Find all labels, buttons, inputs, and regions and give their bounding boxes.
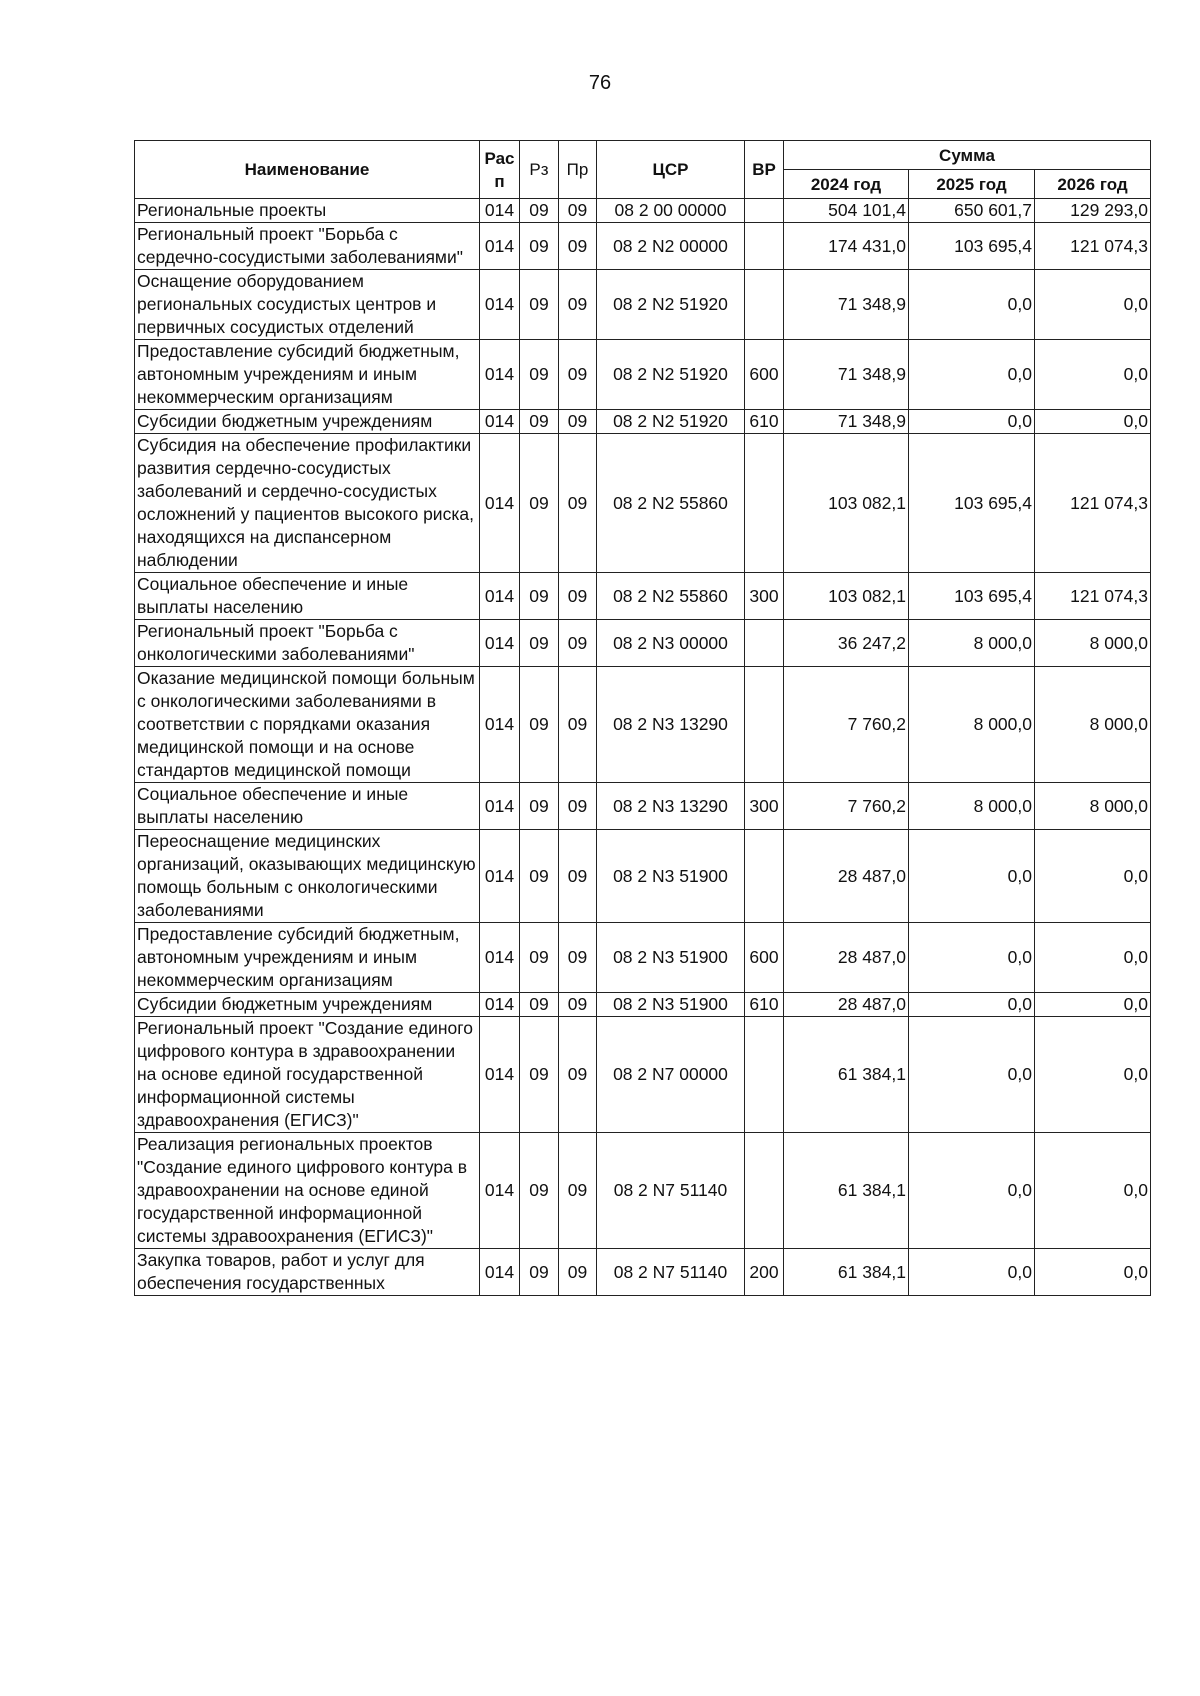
cell-vr: 600 [745,923,784,993]
cell-pr: 09 [559,434,597,573]
cell-rasp: 014 [480,434,520,573]
cell-pr: 09 [559,223,597,270]
cell-2025: 103 695,4 [909,434,1035,573]
cell-csr: 08 2 N2 51920 [597,270,745,340]
cell-2024: 103 082,1 [784,573,909,620]
cell-csr: 08 2 N3 51900 [597,830,745,923]
cell-2026: 0,0 [1035,1133,1151,1249]
cell-rz: 09 [520,667,559,783]
cell-rasp: 014 [480,1249,520,1296]
cell-name: Региональные проекты [135,199,480,223]
cell-rasp: 014 [480,199,520,223]
cell-vr [745,830,784,923]
table-row [135,620,1151,667]
cell-csr: 08 2 N7 51140 [597,1249,745,1296]
cell-2025: 0,0 [909,270,1035,340]
cell-vr [745,667,784,783]
cell-rasp: 014 [480,223,520,270]
cell-2024: 28 487,0 [784,830,909,923]
cell-vr: 610 [745,993,784,1017]
cell-2026: 121 074,3 [1035,223,1151,270]
cell-rz: 09 [520,830,559,923]
cell-2024: 71 348,9 [784,270,909,340]
cell-2024: 61 384,1 [784,1249,909,1296]
cell-2024: 7 760,2 [784,667,909,783]
cell-csr: 08 2 N3 51900 [597,993,745,1017]
cell-pr: 09 [559,199,597,223]
table-row [135,573,1151,620]
cell-rasp: 014 [480,1133,520,1249]
table-row [135,434,1151,573]
cell-csr: 08 2 00 00000 [597,199,745,223]
cell-csr: 08 2 N3 13290 [597,667,745,783]
cell-name: Закупка товаров, работ и услуг для обеспечения государственных [135,1249,480,1296]
cell-vr [745,1133,784,1249]
cell-2025: 0,0 [909,1133,1035,1249]
cell-name: Оснащение оборудованием региональных сосудистых центров и первичных сосудистых отделений [135,270,480,340]
cell-rasp: 014 [480,783,520,830]
cell-name: Региональный проект "Борьба с онкологическими заболеваниями" [135,620,480,667]
cell-rz: 09 [520,783,559,830]
col-header-pr: Пр [559,141,597,199]
cell-name: Региональный проект "Создание единого цифрового контура в здравоохранении на основе единой государственной информационной системы здравоохранения (ЕГИСЗ)" [135,1017,480,1133]
col-header-sum: Сумма [784,141,1151,170]
cell-2024: 174 431,0 [784,223,909,270]
table-body [135,199,1151,1296]
cell-2024: 103 082,1 [784,434,909,573]
cell-csr: 08 2 N2 55860 [597,434,745,573]
col-header-vr: ВР [745,141,784,199]
cell-vr: 610 [745,410,784,434]
cell-csr: 08 2 N3 13290 [597,783,745,830]
cell-rz: 09 [520,1017,559,1133]
cell-vr [745,434,784,573]
cell-2025: 0,0 [909,410,1035,434]
cell-pr: 09 [559,340,597,410]
cell-rasp: 014 [480,993,520,1017]
budget-table [134,140,1151,1296]
cell-pr: 09 [559,573,597,620]
table-row [135,667,1151,783]
table-row [135,199,1151,223]
cell-vr [745,223,784,270]
cell-rasp: 014 [480,667,520,783]
cell-name: Предоставление субсидий бюджетным, автономным учреждениям и иным некоммерческим организациям [135,923,480,993]
col-header-name: Наименование [135,141,480,199]
cell-vr: 300 [745,573,784,620]
table-row [135,340,1151,410]
cell-pr: 09 [559,620,597,667]
cell-2024: 61 384,1 [784,1133,909,1249]
table-header [135,141,1151,199]
cell-2025: 8 000,0 [909,783,1035,830]
table-row [135,1133,1151,1249]
col-header-rasp: Рас п [480,141,520,199]
cell-2026: 0,0 [1035,1017,1151,1133]
cell-csr: 08 2 N2 55860 [597,573,745,620]
cell-2025: 103 695,4 [909,573,1035,620]
cell-rasp: 014 [480,923,520,993]
page-number: 76 [588,72,612,94]
cell-rasp: 014 [480,270,520,340]
cell-rasp: 014 [480,573,520,620]
cell-rz: 09 [520,573,559,620]
cell-csr: 08 2 N3 51900 [597,923,745,993]
cell-2025: 8 000,0 [909,667,1035,783]
cell-2024: 7 760,2 [784,783,909,830]
cell-vr [745,620,784,667]
cell-name: Оказание медицинской помощи больным с онкологическими заболеваниями в соответствии с порядками оказания медицинской помощи и на основе стандартов медицинской помощи [135,667,480,783]
col-header-2026: 2026 год [1035,170,1151,199]
cell-rz: 09 [520,923,559,993]
cell-rasp: 014 [480,410,520,434]
cell-csr: 08 2 N2 00000 [597,223,745,270]
cell-2025: 0,0 [909,923,1035,993]
col-header-csr: ЦСР [597,141,745,199]
cell-2026: 0,0 [1035,830,1151,923]
cell-name: Субсидии бюджетным учреждениям [135,993,480,1017]
table-row [135,270,1151,340]
table-row [135,1017,1151,1133]
table-row [135,993,1151,1017]
cell-2025: 650 601,7 [909,199,1035,223]
cell-2024: 61 384,1 [784,1017,909,1133]
cell-2026: 0,0 [1035,923,1151,993]
cell-2025: 8 000,0 [909,620,1035,667]
cell-2025: 0,0 [909,830,1035,923]
cell-rasp: 014 [480,340,520,410]
cell-pr: 09 [559,830,597,923]
cell-rz: 09 [520,993,559,1017]
cell-pr: 09 [559,270,597,340]
cell-2024: 504 101,4 [784,199,909,223]
cell-name: Переоснащение медицинских организаций, оказывающих медицинскую помощь больным с онкологическими заболеваниями [135,830,480,923]
cell-rz: 09 [520,1133,559,1249]
cell-2026: 0,0 [1035,993,1151,1017]
cell-2026: 0,0 [1035,340,1151,410]
cell-vr: 300 [745,783,784,830]
table-row [135,783,1151,830]
cell-2025: 0,0 [909,340,1035,410]
cell-pr: 09 [559,783,597,830]
table-row [135,1249,1151,1296]
cell-2026: 0,0 [1035,410,1151,434]
cell-2025: 103 695,4 [909,223,1035,270]
cell-name: Региональный проект "Борьба с сердечно-сосудистыми заболеваниями" [135,223,480,270]
cell-name: Реализация региональных проектов "Создание единого цифрового контура в здравоохранении на основе единой государственной информационной системы здравоохранения (ЕГИСЗ)" [135,1133,480,1249]
cell-2026: 129 293,0 [1035,199,1151,223]
cell-vr [745,199,784,223]
cell-2024: 28 487,0 [784,923,909,993]
cell-2024: 36 247,2 [784,620,909,667]
cell-pr: 09 [559,923,597,993]
cell-rz: 09 [520,410,559,434]
cell-pr: 09 [559,1017,597,1133]
cell-2026: 8 000,0 [1035,783,1151,830]
cell-name: Субсидия на обеспечение профилактики развития сердечно-сосудистых заболеваний и сердечно-сосудистых осложнений у пациентов высокого риска, находящихся на диспансерном наблюдении [135,434,480,573]
cell-2025: 0,0 [909,1249,1035,1296]
cell-csr: 08 2 N2 51920 [597,340,745,410]
cell-2025: 0,0 [909,1017,1035,1133]
cell-pr: 09 [559,1133,597,1249]
cell-csr: 08 2 N7 00000 [597,1017,745,1133]
cell-pr: 09 [559,667,597,783]
cell-2024: 28 487,0 [784,993,909,1017]
table-row [135,923,1151,993]
cell-2026: 121 074,3 [1035,573,1151,620]
cell-vr [745,270,784,340]
cell-2026: 0,0 [1035,1249,1151,1296]
cell-2026: 8 000,0 [1035,667,1151,783]
cell-2024: 71 348,9 [784,340,909,410]
cell-csr: 08 2 N7 51140 [597,1133,745,1249]
cell-rz: 09 [520,434,559,573]
cell-csr: 08 2 N3 00000 [597,620,745,667]
cell-rasp: 014 [480,620,520,667]
cell-rz: 09 [520,199,559,223]
table-row [135,223,1151,270]
cell-name: Социальное обеспечение и иные выплаты населению [135,783,480,830]
table-row [135,410,1151,434]
cell-pr: 09 [559,993,597,1017]
cell-2025: 0,0 [909,993,1035,1017]
cell-rasp: 014 [480,830,520,923]
cell-2026: 121 074,3 [1035,434,1151,573]
cell-2026: 8 000,0 [1035,620,1151,667]
cell-2024: 71 348,9 [784,410,909,434]
col-header-rz: Рз [520,141,559,199]
cell-rz: 09 [520,340,559,410]
cell-rz: 09 [520,270,559,340]
cell-name: Субсидии бюджетным учреждениям [135,410,480,434]
cell-rasp: 014 [480,1017,520,1133]
cell-rz: 09 [520,620,559,667]
col-header-2025: 2025 год [909,170,1035,199]
cell-rz: 09 [520,1249,559,1296]
cell-vr [745,1017,784,1133]
cell-name: Социальное обеспечение и иные выплаты населению [135,573,480,620]
cell-pr: 09 [559,1249,597,1296]
col-header-2024: 2024 год [784,170,909,199]
cell-name: Предоставление субсидий бюджетным, автономным учреждениям и иным некоммерческим организациям [135,340,480,410]
cell-rz: 09 [520,223,559,270]
cell-pr: 09 [559,410,597,434]
cell-csr: 08 2 N2 51920 [597,410,745,434]
table-row [135,830,1151,923]
cell-2026: 0,0 [1035,270,1151,340]
cell-vr: 600 [745,340,784,410]
cell-vr: 200 [745,1249,784,1296]
